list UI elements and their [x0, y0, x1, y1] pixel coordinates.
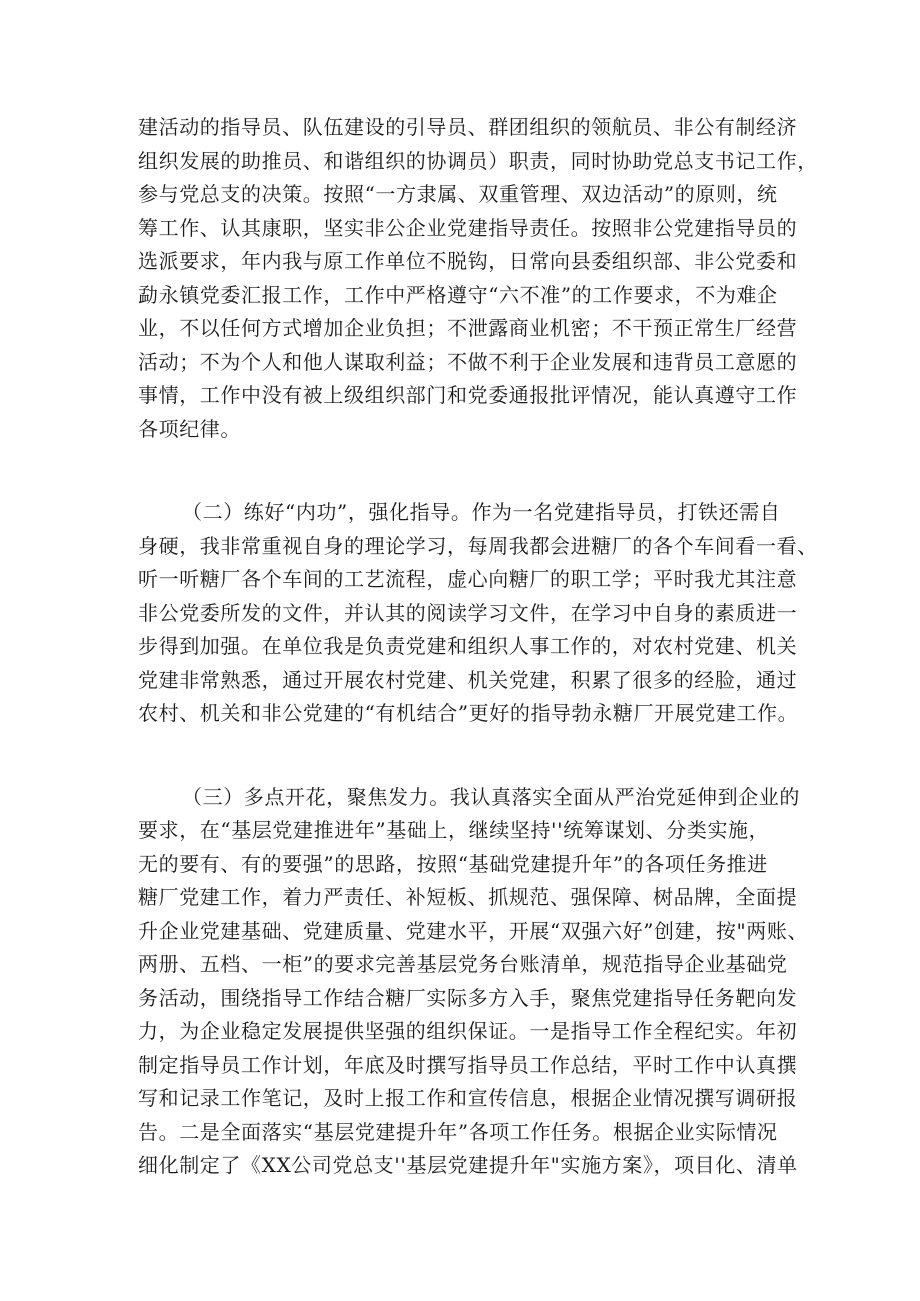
text-line: 党建非常熟悉，通过开展农村党建、机关党建，积累了很多的经脸，通过	[138, 667, 798, 692]
text-line: （三）多点开花，聚焦发力。我认真落实全面从严治党延伸到企业的	[182, 784, 800, 809]
text-line: 业，不以任何方式增加企业负担；不泄露商业机密；不干预正常生厂经营	[138, 316, 798, 340]
text-line: 选派要求，年内我与原工作单位不脱钩，日常向县委组织部、非公党委和	[138, 249, 798, 273]
text-line: 细化制定了《XX公司党总支''基层党建提升年"实施方案》，项目化、清单	[138, 1153, 798, 1177]
text-line: 组织发展的助推员、和谐组织的协调员）职责，同时协助党总支书记工作，	[138, 148, 818, 173]
paragraph-spacer	[138, 731, 798, 781]
text-line: 糖厂党建工作，着力严责任、补短板、抓规范、强保障、树品牌，全面提	[138, 885, 798, 909]
text-line: 写和记录工作笔记，及时上报工作和宣传信息，根据企业情况撰写调研报	[138, 1086, 798, 1110]
text-line: 告。二是全面落实“基层党建提升年”各项工作任务。根据企业实际情况	[138, 1119, 778, 1144]
text-line: 听一听糖厂各个车间的工艺流程，虚心向糖厂的职工学；平时我尤其注意	[138, 567, 798, 591]
text-line: 非公党委所发的文件，并认其的阅读学习文件，在学习中自身的素质进一	[138, 600, 798, 625]
text-line: 筹工作、认其康职，坚实非公企业党建指导责任。按照非公党建指导员的	[138, 215, 798, 240]
text-line: 各项纪律。	[138, 416, 241, 441]
text-line: 活动；不为个人和他人谋取利益；不做不利于企业发展和违背员工意愿的	[138, 349, 798, 374]
text-line: 制定指导员工作计划，年底及时撰写指导员工作总结，平时工作中认真撰	[138, 1052, 798, 1077]
text-line: 身硬，我非常重视自身的理论学习，每周我都会进糖厂的各个车间看一看、	[138, 533, 818, 558]
text-line: 建活动的指导员、队伍建设的引导员、群团组织的领航员、非公有制经济	[138, 115, 798, 139]
text-line: 步得到加强。在单位我是负责党建和组织人事工作的，对农村党建、机关	[138, 634, 798, 658]
text-line: （二）练好“内功”，强化指导。作为一名党建指导员，打铁还需自	[182, 500, 781, 524]
text-line: 力，为企业稳定发展提供坚强的组织保证。一是指导工作全程纪实。年初	[138, 1019, 798, 1043]
paragraph-1	[138, 111, 818, 446]
text-line: 两册、五档、一柜”的要求完善基层党务台账清单，规范指导企业基础党	[138, 952, 788, 976]
text-line: 无的要有、有的要强”的思路，按照“基础党建提升年”的各项任务推进	[138, 851, 768, 876]
paragraph-2	[138, 496, 818, 731]
text-line: 勐永镇党委汇报工作，工作中严格遵守“六不准”的工作要求，不为难企	[138, 282, 778, 307]
paragraph-spacer	[138, 446, 798, 496]
text-line: 升企业党建基础、党建质量、党建水平，开展“双强六好”创建，按"两账、	[138, 918, 809, 943]
text-line: 务活动，围绕指导工作结合糖厂实际多方入手，聚焦党建指导任务靶向发	[138, 985, 798, 1010]
document-body	[138, 111, 818, 1183]
text-line: 农村、机关和非公党建的“有机结合”更好的指导勃永糖厂开展党建工作。	[138, 701, 799, 725]
paragraph-3	[138, 781, 809, 1183]
text-line: 要求，在“基层党建推进年”基础上，继续坚持''统筹谋划、分类实施，	[138, 818, 770, 842]
text-line: 参与党总支的决策。按照“一方隶属、双重管理、双边活动”的原则，统	[138, 182, 778, 206]
text-line: 事情，工作中没有被上级组织部门和党委通报批评情况，能认真遵守工作	[138, 383, 798, 407]
